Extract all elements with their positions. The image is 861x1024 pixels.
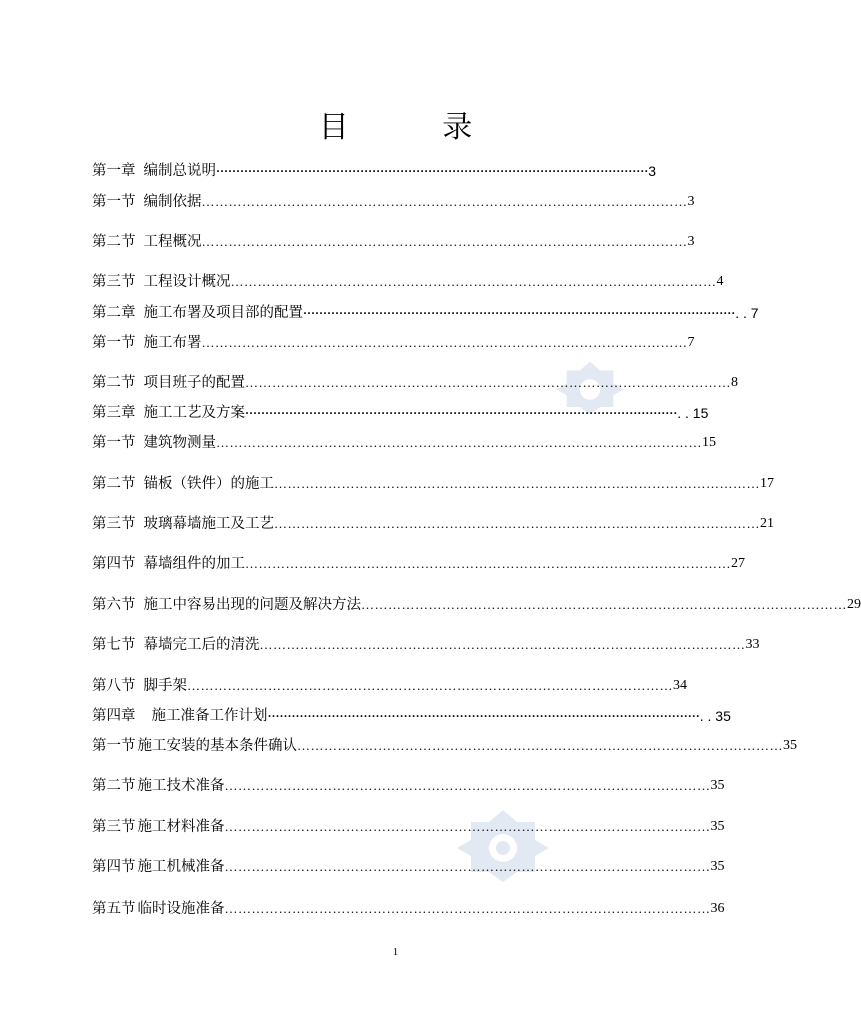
- toc-entry[interactable]: [92, 302, 759, 322]
- toc-title: 幕墙组件的加工: [143, 556, 245, 572]
- toc-label: 第一节: [92, 435, 136, 451]
- toc-label: 第三章: [92, 405, 136, 421]
- toc-entry[interactable]: [92, 735, 797, 755]
- toc-page: 3: [687, 194, 695, 209]
- toc-title: 施工技术准备: [137, 778, 225, 794]
- toc-title: 工程设计概况: [143, 274, 231, 290]
- toc-leader: ············································································································: [216, 164, 649, 178]
- toc-label: 第一节: [92, 738, 136, 754]
- toc-label: 第三节: [92, 274, 136, 290]
- toc-page: 33: [745, 637, 760, 652]
- toc-page: 29: [847, 597, 861, 612]
- toc-leader: ………………………………………………………………………………………………: [224, 819, 711, 834]
- toc-page: 27: [731, 556, 745, 571]
- toc-leader: ············································································································: [303, 306, 736, 320]
- toc-entry[interactable]: [92, 816, 725, 836]
- toc-label: 第八节: [92, 678, 136, 694]
- toc-page: . . 15: [677, 405, 709, 421]
- toc-label: 第一节: [92, 335, 136, 351]
- toc-leader: ………………………………………………………………………………………………: [201, 335, 688, 350]
- toc-title: 施工安装的基本条件确认: [137, 738, 297, 754]
- toc-leader: ············································································································: [267, 709, 700, 723]
- toc-title: 幕墙完工后的清洗: [143, 637, 260, 653]
- toc-title: 施工中容易出现的问题及解决方法: [143, 597, 361, 613]
- toc-page: 35: [710, 859, 725, 874]
- toc-leader: ………………………………………………………………………………………………: [224, 859, 711, 874]
- toc-title: 施工机械准备: [137, 859, 225, 875]
- toc-title: 编制依据: [143, 194, 202, 210]
- toc-label: 第一章: [92, 163, 136, 179]
- toc-label: 第三节: [92, 819, 136, 835]
- toc-page: 17: [760, 476, 774, 491]
- toc-label: 第二节: [92, 375, 136, 391]
- toc-label: 第二节: [92, 476, 136, 492]
- toc-entry[interactable]: [92, 271, 724, 291]
- toc-entry[interactable]: [92, 553, 745, 573]
- toc-label: 第三节: [92, 516, 136, 532]
- toc-leader: ………………………………………………………………………………………………: [245, 556, 731, 571]
- toc-page: 15: [702, 435, 716, 450]
- toc-entry[interactable]: [92, 675, 687, 695]
- toc-entry[interactable]: [92, 856, 725, 876]
- toc-label: 第七节: [92, 637, 136, 653]
- toc-title: 玻璃幕墙施工及工艺: [143, 516, 274, 532]
- toc-title: 建筑物测量: [143, 435, 216, 451]
- toc-leader: ………………………………………………………………………………………………: [201, 234, 688, 249]
- toc-leader: ………………………………………………………………………………………………: [361, 597, 847, 612]
- toc-label: 第二节: [92, 234, 136, 250]
- toc-page: 35: [710, 819, 725, 834]
- toc-entry[interactable]: [92, 898, 725, 918]
- toc-leader: ………………………………………………………………………………………………: [230, 274, 717, 289]
- toc-entry[interactable]: [92, 634, 760, 654]
- toc-page: 4: [716, 274, 724, 289]
- toc-page: 3: [687, 234, 695, 249]
- toc-leader: ………………………………………………………………………………………………: [224, 778, 711, 793]
- toc-title: 施工材料准备: [137, 819, 225, 835]
- toc-label: 第四章: [92, 708, 136, 724]
- toc-title: 施工布署及项目部的配置: [143, 305, 303, 321]
- toc-page: 3: [648, 163, 657, 179]
- toc-label: 第四节: [92, 859, 136, 875]
- page-number: 1: [392, 946, 399, 958]
- toc-page: 35: [783, 738, 797, 753]
- page-title: 目 录: [318, 110, 515, 145]
- toc-label: 第二章: [92, 305, 136, 321]
- toc-entry[interactable]: [92, 594, 861, 614]
- toc-entry[interactable]: [92, 432, 716, 452]
- toc-title: 施工布署: [143, 335, 202, 351]
- toc-label: 第四节: [92, 556, 136, 572]
- toc-title: 脚手架: [143, 678, 187, 694]
- toc-entry[interactable]: [92, 332, 695, 352]
- toc-title: 工程概况: [143, 234, 202, 250]
- toc-page: 36: [710, 901, 725, 916]
- toc-entry[interactable]: [92, 191, 695, 211]
- toc-title: 施工准备工作计划: [151, 708, 268, 724]
- toc-label: 第五节: [92, 901, 136, 917]
- toc-entry[interactable]: [92, 775, 725, 795]
- toc-page: 8: [731, 375, 738, 390]
- toc-entry[interactable]: [92, 513, 774, 533]
- toc-leader: ………………………………………………………………………………………………: [274, 476, 760, 491]
- toc-page: 34: [673, 678, 687, 693]
- toc-entry[interactable]: [92, 402, 709, 422]
- toc-title: 项目班子的配置: [143, 375, 245, 391]
- toc-leader: ………………………………………………………………………………………………: [187, 678, 673, 693]
- toc-leader: ………………………………………………………………………………………………: [245, 375, 731, 390]
- toc-leader: ………………………………………………………………………………………………: [216, 435, 702, 450]
- toc-leader: ………………………………………………………………………………………………: [297, 738, 783, 753]
- toc-page: . . 35: [699, 708, 731, 724]
- toc-page: 35: [710, 778, 725, 793]
- toc-page: 7: [687, 335, 695, 350]
- toc-leader: ············································································································: [245, 406, 678, 420]
- toc-page: 21: [760, 516, 774, 531]
- toc-title: 编制总说明: [143, 163, 216, 179]
- toc-page: . . 7: [735, 305, 759, 321]
- toc-title: 临时设施准备: [137, 901, 225, 917]
- toc-entry[interactable]: [92, 231, 695, 251]
- toc-entry[interactable]: [92, 372, 738, 392]
- toc-entry[interactable]: [92, 473, 774, 493]
- toc-leader: ………………………………………………………………………………………………: [274, 516, 760, 531]
- toc-title: 锚板（铁件）的施工: [143, 476, 274, 492]
- toc-label: 第一节: [92, 194, 136, 210]
- toc-entry[interactable]: [92, 160, 657, 180]
- toc-leader: ………………………………………………………………………………………………: [259, 637, 746, 652]
- toc-label: 第六节: [92, 597, 136, 613]
- toc-label: 第二节: [92, 778, 136, 794]
- toc-leader: ………………………………………………………………………………………………: [224, 901, 711, 916]
- toc-title: 施工工艺及方案: [143, 405, 245, 421]
- toc-entry[interactable]: [92, 705, 731, 725]
- toc-leader: ………………………………………………………………………………………………: [201, 194, 688, 209]
